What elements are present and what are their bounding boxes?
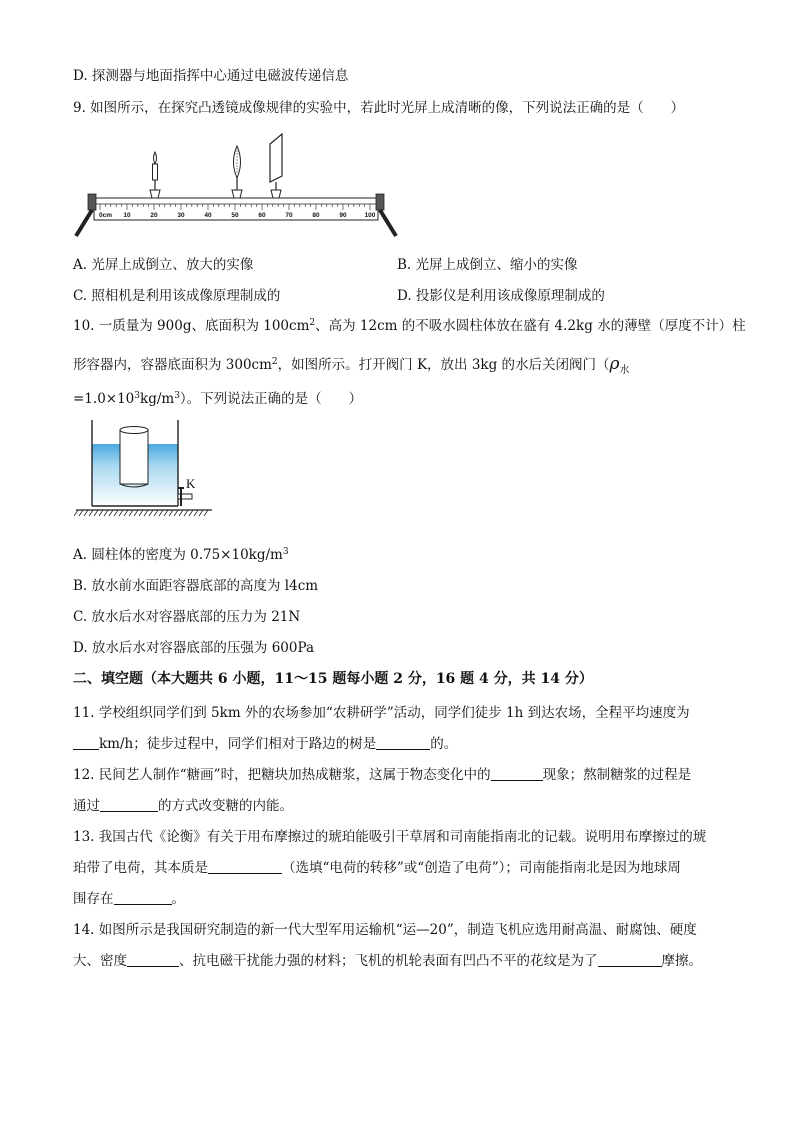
q10-option-c: C. 放水后水对容器底部的压力为 21N — [73, 609, 301, 625]
hatch-line — [104, 510, 108, 516]
optical-bench-diagram — [72, 132, 402, 242]
q9-option-a: A. 光屏上成倒立、放大的实像 — [73, 257, 254, 273]
hatch-line — [189, 510, 193, 516]
ruler-label: 20 — [150, 212, 158, 219]
hatch-line — [84, 510, 88, 516]
hatch-line — [154, 510, 158, 516]
hatch-line — [144, 510, 148, 516]
ruler-label: 70 — [285, 212, 293, 219]
q14-blank-1[interactable] — [127, 952, 179, 967]
hatch-line — [109, 510, 113, 516]
hatch-line — [174, 510, 178, 516]
hatch-line — [129, 510, 133, 516]
cylinder-icon — [120, 427, 148, 488]
hatch-line — [139, 510, 143, 516]
hatch-line — [79, 510, 83, 516]
candle-icon — [150, 152, 160, 198]
ruler-label: 100 — [364, 212, 376, 219]
hatch-line — [124, 510, 128, 516]
hatch-line — [94, 510, 98, 516]
ruler-label: 50 — [231, 212, 239, 219]
hatch-line — [169, 510, 173, 516]
ruler-label: 80 — [312, 212, 320, 219]
q10-option-b: B. 放水前水面距容器底部的高度为 l4cm — [73, 578, 319, 594]
q12-line2: 通过 的方式改变糖的内能。 — [73, 798, 293, 814]
q14-line2: 大、密度 、抗电磁干扰能力强的材料；飞机的机轮表面有凹凸不平的花纹是为了 摩擦。 — [73, 953, 702, 969]
hatch-line — [74, 510, 78, 516]
q9-stem: 9. 如图所示，在探究凸透镜成像规律的实验中，若此时光屏上成清晰的像，下列说法正确的是（ ） — [73, 100, 685, 116]
hatch-line — [119, 510, 123, 516]
ruler-label: 90 — [339, 212, 347, 219]
q9-option-d: D. 投影仪是利用该成像原理制成的 — [397, 288, 605, 304]
q11-line1: 11. 学校组织同学们到 5km 外的农场参加“农耕研学”活动，同学们徒步 1h 到达农场，全程平均速度为 — [73, 705, 690, 721]
q11-blank-2[interactable] — [376, 735, 430, 750]
q13-line2: 珀带了电荷，其本质是 （选填“电荷的转移”或“创造了电荷”）；司南能指南北是因为地球周 — [73, 860, 681, 876]
q14-line1: 14. 如图所示是我国研究制造的新一代大型军用运输机“运—20”，制造飞机应选用耐高温、耐腐蚀、硬度 — [73, 922, 697, 938]
hatch-line — [194, 510, 198, 516]
hatch-line — [184, 510, 188, 516]
ruler-label: 0cm — [99, 212, 113, 219]
q10-option-d: D. 放水后水对容器底部的压强为 600Pa — [73, 640, 315, 656]
hatch-line — [164, 510, 168, 516]
q13-blank-1[interactable] — [208, 859, 282, 874]
valve-label: K — [186, 476, 196, 491]
q10-stem-line1: 10. 一质量为 900g、底面积为 $100cm^2$、高为 12cm 的不吸水圆柱体放在盛有 4.2kg 水的薄壁（厚度不计）柱 — [73, 318, 746, 334]
q12-blank-2[interactable] — [100, 797, 158, 812]
q12-line1: 12. 民间艺人制作“糖画”时，把糖块加热成糖浆，这属于物态变化中的 现象；熬制糖浆的过程是 — [73, 767, 692, 783]
q12-blank-1[interactable] — [491, 766, 543, 781]
ruler-label: 30 — [177, 212, 185, 219]
hatch-line — [134, 510, 138, 516]
q9-option-b: B. 光屏上成倒立、缩小的实像 — [397, 257, 578, 273]
light-screen-icon — [270, 134, 282, 198]
rho-symbol: ρ — [609, 354, 620, 374]
q13-blank-2[interactable] — [114, 890, 172, 905]
hatch-line — [89, 510, 93, 516]
hatch-line — [114, 510, 118, 516]
q13-line3: 围存在 。 — [73, 891, 185, 907]
hatch-line — [99, 510, 103, 516]
ruler-label: 60 — [258, 212, 266, 219]
q13-line1: 13. 我国古代《论衡》有关于用布摩擦过的琥珀能吸引干草屑和司南能指南北的记载。说明用布摩擦过的琥 — [73, 829, 707, 845]
q14-blank-2[interactable] — [598, 952, 662, 967]
q11-blank-1[interactable] — [73, 735, 99, 750]
section-2-title: 二、填空题（本大题共 6 小题，11～15 题每小题 2 分，16 题 4 分，共 14 分） — [73, 671, 593, 687]
q8-option-d: D. 探测器与地面指挥中心通过电磁波传递信息 — [73, 68, 349, 84]
q10-option-a: A. 圆柱体的密度为 $0.75\times 10kg/m^3$ — [73, 547, 289, 563]
hatch-line — [204, 510, 208, 516]
container-diagram — [74, 418, 214, 520]
q10-stem-line3: $=1.0\times 10^3kg/m^3$）。下列说法正确的是（ ） — [73, 391, 363, 407]
q9-option-c: C. 照相机是利用该成像原理制成的 — [73, 288, 281, 304]
hatch-line — [149, 510, 153, 516]
ruler-label: 40 — [204, 212, 212, 219]
convex-lens-icon — [232, 146, 242, 198]
q10-stem-line2: 形容器内，容器底面积为 $300cm^2$，如图所示。打开阀门 K，放出 3kg 的水后关闭阀门（$\rho_水$ — [73, 354, 630, 376]
q11-line2: km/h；徒步过程中，同学们相对于路边的树是 的。 — [73, 734, 457, 754]
ruler-label: 10 — [123, 212, 131, 219]
hatch-line — [159, 510, 163, 516]
hatch-line — [199, 510, 203, 516]
hatch-line — [179, 510, 183, 516]
ground-hatch — [74, 510, 208, 516]
